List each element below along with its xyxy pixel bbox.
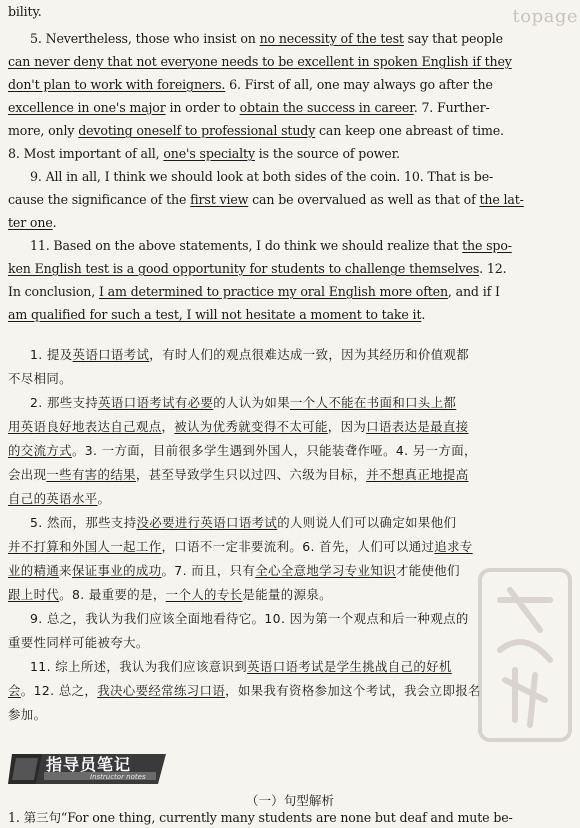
essay-text: can keep one abreast of time. xyxy=(315,123,504,138)
underlined-phrase: 英语口语考试有必要 xyxy=(98,395,214,410)
essay-text: 6. First of all, one may always go after the xyxy=(225,77,493,92)
essay-line xyxy=(8,75,564,95)
essay-text: . xyxy=(52,215,57,230)
underlined-phrase: the lat- xyxy=(479,192,524,207)
underlined-phrase: devoting oneself to professional study xyxy=(78,123,316,138)
section-heading: （一）句型解析 xyxy=(245,793,335,808)
essay-line xyxy=(8,2,564,22)
essay-text: . 12. xyxy=(479,261,507,276)
translation-text: 是能量的源泉。 xyxy=(242,587,332,602)
underlined-phrase: ter one xyxy=(8,215,53,230)
essay-line xyxy=(8,213,564,233)
translation-text: 来 xyxy=(59,563,72,578)
translation-line xyxy=(8,441,564,461)
underlined-phrase: 全心全意地学习专业知识 xyxy=(255,563,396,578)
translation-line xyxy=(8,345,564,365)
essay-line xyxy=(8,98,564,118)
essay-line xyxy=(8,305,564,325)
translation-text: ，如果我有资格参加这个考试，我会立即报名 xyxy=(225,683,481,698)
translation-text: 。3. 一方面，目前很多学生遇到外国人，只能装聋作哑。4. 另一方面， xyxy=(71,443,477,458)
essay-text: say that people xyxy=(403,31,503,46)
essay-text: bility. xyxy=(8,4,42,19)
watermark-text: topage xyxy=(512,6,578,27)
essay-line xyxy=(8,121,564,141)
essay-text: . xyxy=(421,307,426,322)
essay-line xyxy=(8,167,564,187)
underlined-phrase: 的交流方式 xyxy=(8,443,72,458)
translation-text: 11. 综上所述，我认为我们应该意识到 xyxy=(30,659,248,674)
translation-text: 的人认为如果 xyxy=(213,395,290,410)
translation-text: ， xyxy=(161,419,175,434)
underlined-phrase: ken English test is a good opportunity for students to challenge themselves xyxy=(8,261,480,276)
essay-line xyxy=(8,144,564,164)
translation-text: ，甚至导致学生只以过四、六级为目标， xyxy=(135,467,367,482)
essay-line xyxy=(8,236,564,256)
translation-line xyxy=(8,513,564,533)
essay-text: can be overvalued as well as that of xyxy=(248,192,480,207)
underlined-phrase: 并不打算和外国人一起工作 xyxy=(8,539,162,554)
underlined-phrase: 用英语良好地表达自己观点 xyxy=(8,419,162,434)
underlined-phrase: 口语表达是最直接 xyxy=(366,419,469,434)
essay-text: cause the significance of the xyxy=(8,192,191,207)
translation-text: 不尽相同。 xyxy=(8,371,72,386)
underlined-phrase: don't plan to work with foreigners. xyxy=(8,77,226,92)
seal-watermark-icon xyxy=(470,560,580,750)
underlined-phrase: excellence in one's major xyxy=(8,100,166,115)
essay-line xyxy=(8,259,564,279)
essay-line xyxy=(8,282,564,302)
essay-text: , and if I xyxy=(447,284,500,299)
underlined-phrase: 英语口语考试 xyxy=(72,347,150,362)
translation-text: 5. 然而，那些支持 xyxy=(30,515,137,530)
underlined-phrase: I am determined to practice my oral English more often xyxy=(98,284,448,299)
translation-text: ，因为 xyxy=(327,419,367,434)
translation-text: 的人则说人们可以确定如果他们 xyxy=(277,515,457,530)
essay-text: In conclusion, xyxy=(8,284,99,299)
underlined-phrase: one's specialty xyxy=(163,146,255,161)
analysis-text: 1. 第三句“For one thing, currently many students are none but deaf and mute be- xyxy=(8,810,513,825)
translation-line xyxy=(8,369,564,389)
translation-text: 。7. 而且，只有 xyxy=(161,563,256,578)
translation-text: 。12. 总之， xyxy=(20,683,98,698)
essay-text: 11. Based on the above statements, I do think we should realize that xyxy=(30,238,463,253)
essay-line xyxy=(8,29,564,49)
translation-text: 。 xyxy=(97,491,111,506)
essay-line xyxy=(8,52,564,72)
underlined-phrase: 跟上时代 xyxy=(8,587,60,602)
notes-subtitle: Instructor notes xyxy=(90,773,146,781)
translation-line xyxy=(8,393,564,413)
translation-line xyxy=(8,465,564,485)
translation-line xyxy=(8,417,564,437)
translation-line xyxy=(8,537,564,557)
essay-text: 5. Nevertheless, those who insist on xyxy=(30,31,260,46)
translation-text: 重要性同样可能被夸大。 xyxy=(8,635,149,650)
essay-text: . 7. Further- xyxy=(413,100,490,115)
essay-text: in order to xyxy=(165,100,240,115)
translation-text: 9. 总之，我认为我们应该全面地看待它。10. 因为第一个观点和后一种观点的 xyxy=(30,611,469,626)
underlined-phrase: no necessity of the test xyxy=(259,31,404,46)
underlined-phrase: 自己的英语水平 xyxy=(8,491,98,506)
underlined-phrase: 保证事业的成功 xyxy=(71,563,162,578)
essay-text: is the source of power. xyxy=(254,146,400,161)
underlined-phrase: 并不想真正地提高 xyxy=(366,467,469,482)
translation-text: 参加。 xyxy=(8,707,47,722)
translation-line xyxy=(8,489,564,509)
underlined-phrase: 被认为优秀就变得不太可能 xyxy=(174,419,328,434)
essay-text: more, only xyxy=(8,123,79,138)
underlined-phrase: first view xyxy=(190,192,249,207)
underlined-phrase: 一个人不能在书面和口头上都 xyxy=(290,395,457,410)
translation-text: 。8. 最重要的是， xyxy=(59,587,166,602)
underlined-phrase: am qualified for such a test, I will not hesitate a moment to take it xyxy=(8,307,422,322)
translation-text: 才能使他们 xyxy=(395,563,460,578)
translation-text: 会出现 xyxy=(8,467,47,482)
essay-text: 8. Most important of all, xyxy=(8,146,164,161)
translation-text: ，有时人们的观点很难达成一致，因为其经历和价值观都 xyxy=(149,347,470,362)
underlined-phrase: 业的精通 xyxy=(8,563,60,578)
underlined-phrase: 我决心要经常练习口语 xyxy=(97,683,226,698)
underlined-phrase: 英语口语考试是学生挑战自己的好机 xyxy=(247,659,452,674)
underlined-phrase: the spo- xyxy=(462,238,512,253)
translation-text: 1. 提及 xyxy=(30,347,73,362)
essay-text: 9. All in all, I think we should look at both sides of the coin. 10. That is be- xyxy=(30,169,494,184)
translation-text: 2. 那些支持 xyxy=(30,395,99,410)
underlined-phrase: obtain the success in career xyxy=(239,100,414,115)
underlined-phrase: can never deny that not everyone needs to be excellent in spoken English if they xyxy=(8,54,512,69)
underlined-phrase: 没必要进行英语口语考试 xyxy=(136,515,278,530)
underlined-phrase: 一个人的专长 xyxy=(165,587,243,602)
underlined-phrase: 会 xyxy=(8,683,21,698)
analysis-line xyxy=(8,808,564,828)
notes-title: 指导员笔记 xyxy=(46,755,132,774)
essay-line xyxy=(8,190,564,210)
translation-text: ，口语不一定非要流利。6. 首先，人们可以通过 xyxy=(161,539,435,554)
underlined-phrase: 一些有害的结果 xyxy=(46,467,136,482)
underlined-phrase: 追求专 xyxy=(434,539,473,554)
